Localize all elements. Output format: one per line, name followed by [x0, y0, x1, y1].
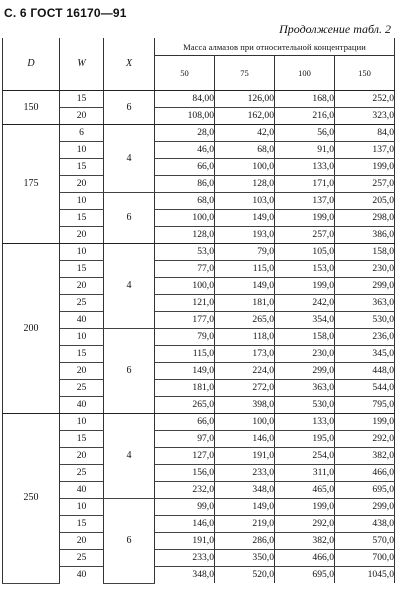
cell-width: 15: [60, 516, 104, 533]
cell-diameter: 250: [3, 414, 60, 584]
cell-mass-value: 299,0: [335, 278, 395, 295]
cell-mass-value: 153,0: [275, 261, 335, 278]
cell-x: 4: [104, 414, 155, 499]
cell-width: 20: [60, 533, 104, 550]
cell-mass-value: 350,0: [215, 550, 275, 567]
cell-mass-value: 465,0: [275, 482, 335, 499]
cell-width: 15: [60, 346, 104, 363]
cell-mass-value: 66,0: [155, 159, 215, 176]
cell-mass-value: 121,0: [155, 295, 215, 312]
cell-mass-value: 133,0: [275, 414, 335, 431]
cell-mass-value: 91,0: [275, 142, 335, 159]
cell-mass-value: 127,0: [155, 448, 215, 465]
cell-width: 20: [60, 227, 104, 244]
cell-x: 4: [104, 125, 155, 193]
cell-mass-value: 86,0: [155, 176, 215, 193]
cell-mass-value: 230,0: [335, 261, 395, 278]
cell-mass-value: 795,0: [335, 397, 395, 414]
cell-mass-value: 128,0: [215, 176, 275, 193]
cell-mass-value: 448,0: [335, 363, 395, 380]
cell-mass-value: 168,0: [275, 91, 335, 108]
cell-mass-value: 230,0: [275, 346, 335, 363]
cell-mass-value: 162,00: [215, 108, 275, 125]
table-row: [3, 91, 395, 108]
table-row: [3, 533, 395, 550]
cell-mass-value: 100,0: [215, 414, 275, 431]
cell-mass-value: 79,0: [155, 329, 215, 346]
cell-mass-value: 570,0: [335, 533, 395, 550]
cell-mass-value: 77,0: [155, 261, 215, 278]
cell-mass-value: 149,0: [215, 210, 275, 227]
cell-mass-value: 1045,0: [335, 567, 395, 584]
table-row: [3, 482, 395, 499]
cell-mass-value: 68,0: [215, 142, 275, 159]
cell-mass-value: 115,0: [215, 261, 275, 278]
cell-mass-value: 252,0: [335, 91, 395, 108]
cell-mass-value: 382,0: [335, 448, 395, 465]
table-row: [3, 363, 395, 380]
table-row: [3, 125, 395, 142]
cell-width: 15: [60, 431, 104, 448]
table-row: [3, 516, 395, 533]
header-x: X: [104, 38, 155, 91]
cell-mass-value: 236,0: [335, 329, 395, 346]
cell-mass-value: 520,0: [215, 567, 275, 584]
header-d: D: [3, 38, 60, 91]
header-concentration: 100: [275, 56, 335, 91]
cell-mass-value: 323,0: [335, 108, 395, 125]
cell-mass-value: 100,0: [155, 278, 215, 295]
table-row: [3, 380, 395, 397]
cell-mass-value: 199,0: [335, 414, 395, 431]
cell-width: 15: [60, 210, 104, 227]
cell-mass-value: 199,0: [275, 278, 335, 295]
cell-width: 10: [60, 244, 104, 261]
page-header: С. 6 ГОСТ 16170—91: [4, 6, 127, 20]
cell-mass-value: 224,0: [215, 363, 275, 380]
table-row: [3, 261, 395, 278]
cell-mass-value: 363,0: [335, 295, 395, 312]
table-row: [3, 193, 395, 210]
table-row: [3, 244, 395, 261]
cell-mass-value: 265,0: [155, 397, 215, 414]
cell-width: 25: [60, 550, 104, 567]
cell-mass-value: 398,0: [215, 397, 275, 414]
cell-mass-value: 115,0: [155, 346, 215, 363]
cell-mass-value: 105,0: [275, 244, 335, 261]
cell-mass-value: 149,0: [155, 363, 215, 380]
cell-mass-value: 466,0: [275, 550, 335, 567]
table-continuation-label: Продолжение табл. 2: [279, 22, 391, 36]
cell-mass-value: 84,0: [335, 125, 395, 142]
header-mass-title: Масса алмазов при относительной концентрации: [155, 38, 395, 56]
cell-width: 15: [60, 159, 104, 176]
table-row: [3, 108, 395, 125]
cell-mass-value: 173,0: [215, 346, 275, 363]
cell-width: 20: [60, 363, 104, 380]
table-row: [3, 499, 395, 516]
cell-mass-value: 46,0: [155, 142, 215, 159]
cell-width: 25: [60, 295, 104, 312]
table-row: [3, 431, 395, 448]
cell-mass-value: 149,0: [215, 278, 275, 295]
cell-width: 10: [60, 193, 104, 210]
cell-mass-value: 298,0: [335, 210, 395, 227]
cell-mass-value: 79,0: [215, 244, 275, 261]
cell-width: 20: [60, 448, 104, 465]
cell-mass-value: 97,0: [155, 431, 215, 448]
cell-x: 6: [104, 193, 155, 244]
cell-x: 6: [104, 499, 155, 584]
cell-mass-value: 286,0: [215, 533, 275, 550]
cell-mass-value: 126,00: [215, 91, 275, 108]
cell-mass-value: 199,0: [275, 210, 335, 227]
cell-mass-value: 137,0: [335, 142, 395, 159]
cell-mass-value: 199,0: [275, 499, 335, 516]
cell-mass-value: 232,0: [155, 482, 215, 499]
table-row: [3, 210, 395, 227]
cell-mass-value: 354,0: [275, 312, 335, 329]
cell-width: 40: [60, 567, 104, 584]
cell-mass-value: 272,0: [215, 380, 275, 397]
cell-mass-value: 99,0: [155, 499, 215, 516]
cell-diameter: 175: [3, 125, 60, 244]
cell-diameter: 150: [3, 91, 60, 125]
cell-mass-value: 199,0: [335, 159, 395, 176]
cell-width: 20: [60, 278, 104, 295]
table-row: [3, 397, 395, 414]
table-body: [3, 91, 395, 584]
cell-x: 6: [104, 329, 155, 414]
cell-mass-value: 205,0: [335, 193, 395, 210]
cell-mass-value: 265,0: [215, 312, 275, 329]
cell-width: 40: [60, 397, 104, 414]
cell-mass-value: 100,0: [215, 159, 275, 176]
cell-mass-value: 233,0: [215, 465, 275, 482]
cell-mass-value: 137,0: [275, 193, 335, 210]
cell-mass-value: 108,00: [155, 108, 215, 125]
cell-mass-value: 195,0: [275, 431, 335, 448]
cell-mass-value: 233,0: [155, 550, 215, 567]
cell-width: 10: [60, 329, 104, 346]
cell-mass-value: 386,0: [335, 227, 395, 244]
cell-width: 10: [60, 414, 104, 431]
cell-width: 25: [60, 465, 104, 482]
cell-width: 10: [60, 499, 104, 516]
cell-mass-value: 100,0: [155, 210, 215, 227]
cell-width: 6: [60, 125, 104, 142]
cell-width: 20: [60, 108, 104, 125]
cell-mass-value: 191,0: [155, 533, 215, 550]
cell-mass-value: 348,0: [155, 567, 215, 584]
cell-width: 20: [60, 176, 104, 193]
table-row: [3, 567, 395, 584]
table-row: [3, 159, 395, 176]
cell-mass-value: 311,0: [275, 465, 335, 482]
cell-mass-value: 292,0: [275, 516, 335, 533]
cell-width: 15: [60, 91, 104, 108]
cell-mass-value: 42,0: [215, 125, 275, 142]
table-row: [3, 227, 395, 244]
cell-mass-value: 146,0: [215, 431, 275, 448]
cell-mass-value: 466,0: [335, 465, 395, 482]
cell-width: 40: [60, 312, 104, 329]
cell-mass-value: 695,0: [275, 567, 335, 584]
cell-mass-value: 28,0: [155, 125, 215, 142]
header-w: W: [60, 38, 104, 91]
cell-mass-value: 292,0: [335, 431, 395, 448]
cell-mass-value: 530,0: [275, 397, 335, 414]
cell-width: 25: [60, 380, 104, 397]
cell-mass-value: 257,0: [335, 176, 395, 193]
table-row: [3, 414, 395, 431]
table-row: [3, 448, 395, 465]
cell-mass-value: 181,0: [155, 380, 215, 397]
cell-mass-value: 216,0: [275, 108, 335, 125]
cell-mass-value: 242,0: [275, 295, 335, 312]
cell-x: 4: [104, 244, 155, 329]
cell-x: 6: [104, 91, 155, 125]
cell-mass-value: 254,0: [275, 448, 335, 465]
cell-mass-value: 149,0: [215, 499, 275, 516]
cell-mass-value: 128,0: [155, 227, 215, 244]
cell-mass-value: 181,0: [215, 295, 275, 312]
table-row: [3, 278, 395, 295]
table-row: [3, 329, 395, 346]
cell-mass-value: 219,0: [215, 516, 275, 533]
header-concentration: 50: [155, 56, 215, 91]
cell-mass-value: 158,0: [335, 244, 395, 261]
cell-mass-value: 299,0: [275, 363, 335, 380]
cell-mass-value: 348,0: [215, 482, 275, 499]
cell-mass-value: 382,0: [275, 533, 335, 550]
cell-mass-value: 56,0: [275, 125, 335, 142]
table-row: [3, 312, 395, 329]
cell-mass-value: 156,0: [155, 465, 215, 482]
cell-mass-value: 158,0: [275, 329, 335, 346]
cell-width: 40: [60, 482, 104, 499]
cell-mass-value: 544,0: [335, 380, 395, 397]
cell-mass-value: 193,0: [215, 227, 275, 244]
cell-mass-value: 177,0: [155, 312, 215, 329]
table-row: [3, 176, 395, 193]
cell-mass-value: 53,0: [155, 244, 215, 261]
table-row: [3, 295, 395, 312]
cell-mass-value: 530,0: [335, 312, 395, 329]
cell-mass-value: 133,0: [275, 159, 335, 176]
cell-mass-value: 171,0: [275, 176, 335, 193]
cell-mass-value: 257,0: [275, 227, 335, 244]
cell-mass-value: 191,0: [215, 448, 275, 465]
table-row: [3, 142, 395, 159]
cell-mass-value: 299,0: [335, 499, 395, 516]
cell-width: 10: [60, 142, 104, 159]
cell-mass-value: 345,0: [335, 346, 395, 363]
cell-mass-value: 68,0: [155, 193, 215, 210]
cell-mass-value: 695,0: [335, 482, 395, 499]
cell-mass-value: 118,0: [215, 329, 275, 346]
cell-width: 15: [60, 261, 104, 278]
table-row: [3, 465, 395, 482]
header-concentration: 75: [215, 56, 275, 91]
table-row: [3, 550, 395, 567]
cell-mass-value: 66,0: [155, 414, 215, 431]
cell-mass-value: 103,0: [215, 193, 275, 210]
cell-mass-value: 700,0: [335, 550, 395, 567]
table-row: [3, 346, 395, 363]
cell-mass-value: 84,00: [155, 91, 215, 108]
cell-mass-value: 146,0: [155, 516, 215, 533]
cell-diameter: 200: [3, 244, 60, 414]
cell-mass-value: 363,0: [275, 380, 335, 397]
header-concentration: 150: [335, 56, 395, 91]
diamond-mass-table: [2, 38, 395, 584]
cell-mass-value: 438,0: [335, 516, 395, 533]
